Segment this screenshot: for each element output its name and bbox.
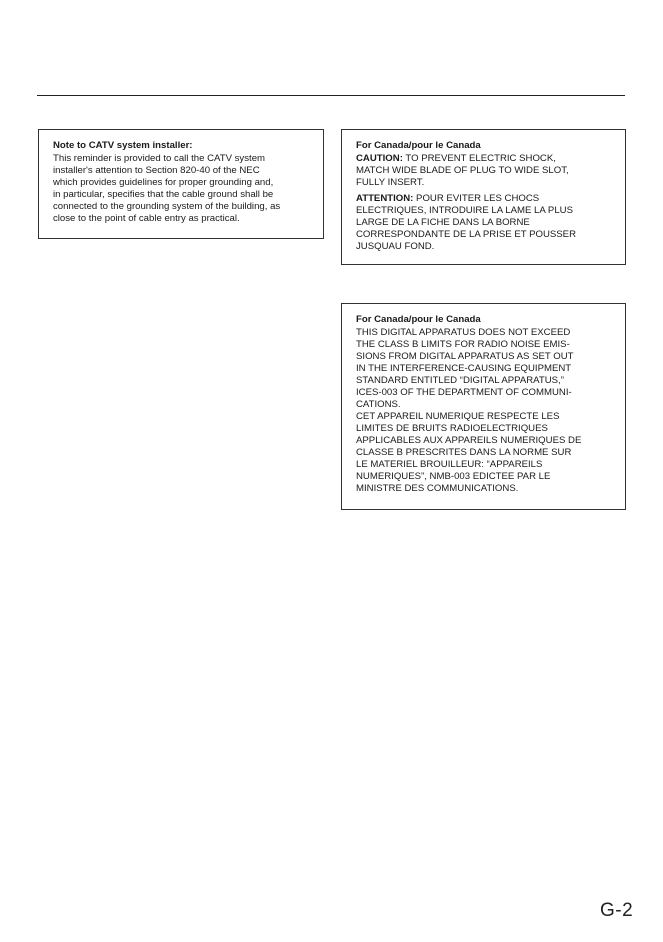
attention-label: ATTENTION: — [356, 193, 414, 204]
digital-line: IN THE INTERFERENCE-CAUSING EQUIPMENT — [356, 363, 572, 374]
note-title: Note to CATV system installer: — [53, 140, 193, 151]
note-line: which provides guidelines for proper grounding and, — [53, 177, 274, 188]
digital-line: THE CLASS B LIMITS FOR RADIO NOISE EMIS- — [356, 339, 570, 350]
digital-line: CET APPAREIL NUMERIQUE RESPECTE LES — [356, 411, 560, 422]
canada-digital-title: For Canada/pour le Canada — [356, 314, 481, 325]
attention-paragraph — [356, 193, 611, 253]
digital-line: STANDARD ENTITLED “DIGITAL APPARATUS,” — [356, 375, 564, 386]
canada-caution-title: For Canada/pour le Canada — [356, 140, 481, 151]
page-number: G-2 — [600, 900, 634, 921]
digital-line: MINISTRE DES COMMUNICATIONS. — [356, 483, 519, 494]
digital-line: APPLICABLES AUX APPAREILS NUMERIQUES DE — [356, 435, 582, 446]
note-line: installer's attention to Section 820-40 of the NEC — [53, 165, 260, 176]
caution-line: MATCH WIDE BLADE OF PLUG TO WIDE SLOT, — [356, 165, 569, 176]
note-line: connected to the grounding system of the building, as — [53, 201, 281, 212]
caution-paragraph — [356, 153, 611, 189]
canada-caution-notice — [341, 129, 626, 265]
caution-line: TO PREVENT ELECTRIC SHOCK, — [402, 153, 556, 164]
header-rule — [37, 95, 625, 96]
caution-label: CAUTION: — [356, 153, 403, 164]
attention-line: CORRESPONDANTE DE LA PRISE ET POUSSER — [356, 229, 576, 240]
attention-line: JUSQUAU FOND. — [356, 241, 435, 252]
attention-line: ELECTRIQUES, INTRODUIRE LA LAME LA PLUS — [356, 205, 573, 216]
digital-line: SIONS FROM DIGITAL APPARATUS AS SET OUT — [356, 351, 574, 362]
digital-notice-body — [356, 327, 611, 495]
digital-line: THIS DIGITAL APPARATUS DOES NOT EXCEED — [356, 327, 571, 338]
note-line: This reminder is provided to call the CATV system — [53, 153, 266, 164]
digital-line: LIMITES DE BRUITS RADIOELECTRIQUES — [356, 423, 548, 434]
note-line: in particular, specifies that the cable ground shall be — [53, 189, 274, 200]
caution-line: FULLY INSERT. — [356, 177, 425, 188]
attention-line: POUR EVITER LES CHOCS — [413, 193, 540, 204]
catv-installer-note — [38, 129, 324, 239]
digital-line: LE MATERIEL BROUILLEUR: “APPAREILS — [356, 459, 543, 470]
note-line: close to the point of cable entry as practical. — [53, 213, 240, 224]
note-body — [53, 153, 309, 225]
digital-line: CLASSE B PRESCRITES DANS LA NORME SUR — [356, 447, 572, 458]
digital-line: CATIONS. — [356, 399, 401, 410]
digital-line: ICES-003 OF THE DEPARTMENT OF COMMUNI- — [356, 387, 572, 398]
attention-line: LARGE DE LA FICHE DANS LA BORNE — [356, 217, 530, 228]
canada-digital-apparatus-notice — [341, 303, 626, 510]
digital-line: NUMERIQUES”, NMB-003 EDICTEE PAR LE — [356, 471, 551, 482]
